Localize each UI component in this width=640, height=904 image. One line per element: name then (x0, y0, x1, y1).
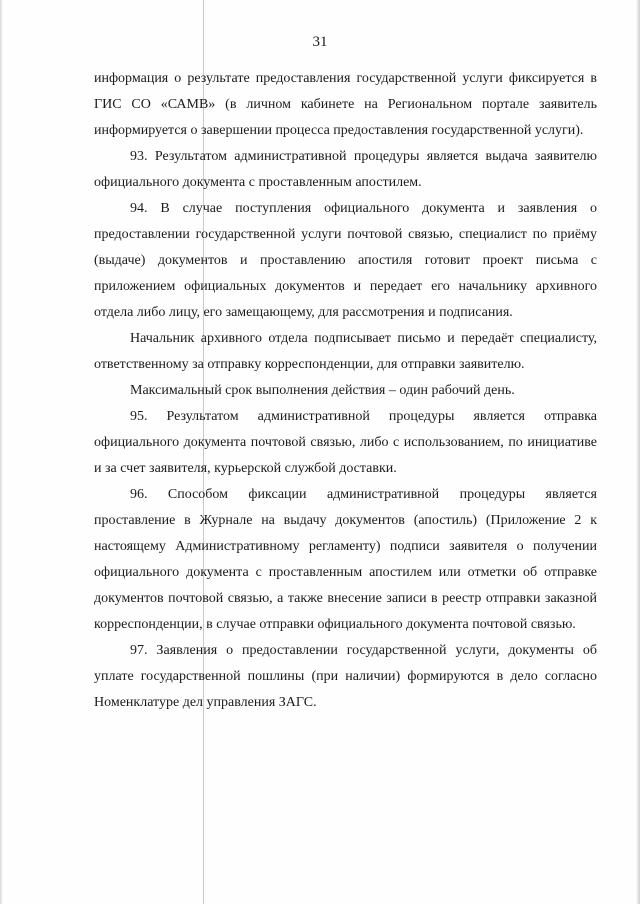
paragraph-95: 95. Результатом административной процедуры является отправка официального документа почтовой связью, либо с использованием, по инициативе и за счет заявителя, курьерской службой доставки. (94, 409, 597, 476)
paragraph-max-term: Максимальный срок выполнения действия – один рабочий день. (130, 383, 515, 398)
page-edge-left (0, 0, 3, 904)
paragraph-head-signs: Начальник архивного отдела подписывает письмо и передаёт специалисту, ответственному за отправку корреспонденции, для отправки заявителю. (94, 331, 597, 372)
paragraph-96: 96. Способом фиксации административной процедуры является проставление в Журнале на выдачу документов (апостиль) (Приложение 2 к настоящему Административному регламенту) подписи заявителя о получении официального документа с проставленным апостилем или отметки об отправке документов почтовой связью, а также внесение записи в реестр отправки заказной корреспонденции, в случае отправки официального документа почтовой связью. (94, 487, 597, 632)
page-number: 31 (312, 34, 328, 50)
paragraph-97: 97. Заявления о предоставлении государственной услуги, документы об уплате государственной пошлины (при наличии) формируются в дело согласно Номенклатуре дел управления ЗАГС. (94, 643, 597, 710)
page-edge-right (636, 0, 640, 904)
paragraph-continuation: информация о результате предоставления государственной услуги фиксируется в ГИС СО «САМВ» (в личном кабинете на Региональном портале заявитель информируется о завершении процесса предоставления государственной услуги). (94, 71, 597, 138)
document-body (94, 66, 597, 716)
paragraph-94: 94. В случае поступления официального документа и заявления о предоставлении государственной услуги почтовой связью, специалист по приёму (выдаче) документов и проставлению апостиля готовит проект письма с приложением официальных документов и передает его начальнику архивного отдела либо лицу, его замещающему, для рассмотрения и подписания. (94, 201, 597, 320)
paragraph-93: 93. Результатом административной процедуры является выдача заявителю официального документа с проставленным апостилем. (94, 149, 597, 190)
